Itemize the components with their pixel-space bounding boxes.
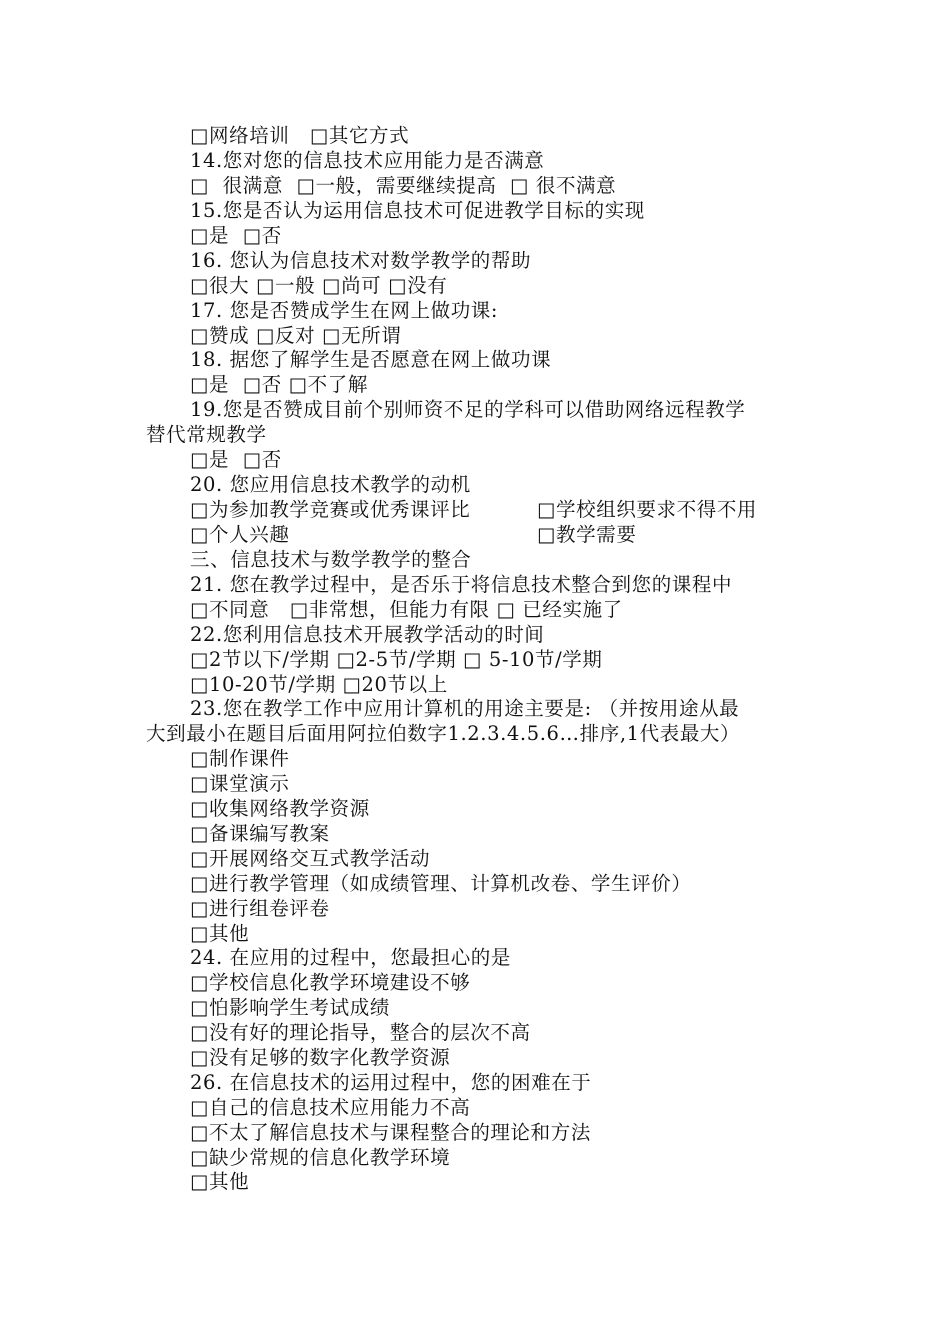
option-line[interactable]: □2节以下/学期 □2-5节/学期 □ 5-10节/学期 <box>190 648 603 671</box>
question-line: 替代常规教学 <box>146 423 267 446</box>
option-line[interactable]: □怕影响学生考试成绩 <box>190 996 390 1019</box>
option-line[interactable]: □缺少常规的信息化教学环境 <box>190 1146 451 1169</box>
option-line[interactable]: □网络培训 □其它方式 <box>190 124 410 147</box>
option-line[interactable]: □自己的信息技术应用能力不高 <box>190 1096 471 1119</box>
option-line[interactable]: □个人兴趣 <box>190 523 290 546</box>
question-line: 21. 您在教学过程中，是否乐于将信息技术整合到您的课程中 <box>190 573 733 596</box>
question-line: 20. 您应用信息技术教学的动机 <box>190 473 471 496</box>
option-line[interactable]: □制作课件 <box>190 747 290 770</box>
option-line[interactable]: □收集网络教学资源 <box>190 797 370 820</box>
question-line: 24. 在应用的过程中，您最担心的是 <box>190 946 512 969</box>
option-line[interactable]: □开展网络交互式教学活动 <box>190 847 431 870</box>
question-line: 26. 在信息技术的运用过程中，您的困难在于 <box>190 1071 592 1094</box>
question-line: 22.您利用信息技术开展教学活动的时间 <box>190 623 545 646</box>
option-line[interactable]: □不同意 □非常想，但能力有限 □ 已经实施了 <box>190 598 623 621</box>
option-line[interactable]: □是 □否 <box>190 224 282 247</box>
question-line: 19.您是否赞成目前个别师资不足的学科可以借助网络远程教学 <box>190 398 746 421</box>
option-line[interactable]: □没有足够的数字化教学资源 <box>190 1046 451 1069</box>
option-line[interactable]: □学校组织要求不得不用 <box>537 498 758 521</box>
option-line[interactable]: □教学需要 <box>537 523 637 546</box>
option-line[interactable]: □其他 <box>190 1170 250 1193</box>
option-line[interactable]: □不太了解信息技术与课程整合的理论和方法 <box>190 1121 591 1144</box>
option-line[interactable]: □课堂演示 <box>190 772 290 795</box>
option-line[interactable]: □ 很满意 □一般，需要继续提高 □ 很不满意 <box>190 174 617 197</box>
question-line: 大到最小在题目后面用阿拉伯数字1.2.3.4.5.6…排序,1代表最大） <box>146 722 741 745</box>
option-line[interactable]: □很大 □一般 □尚可 □没有 <box>190 274 448 297</box>
question-line: 18. 据您了解学生是否愿意在网上做功课 <box>190 348 552 371</box>
question-line: 23.您在教学工作中应用计算机的用途主要是: （并按用途从最 <box>190 697 740 720</box>
option-line[interactable]: □进行教学管理（如成绩管理、计算机改卷、学生评价） <box>190 872 692 895</box>
option-line[interactable]: □10-20节/学期 □20节以上 <box>190 673 448 696</box>
option-line[interactable]: □其他 <box>190 922 250 945</box>
question-line: 16. 您认为信息技术对数学教学的帮助 <box>190 249 532 272</box>
option-line[interactable]: □备课编写教案 <box>190 822 330 845</box>
option-line[interactable]: □没有好的理论指导，整合的层次不高 <box>190 1021 531 1044</box>
option-line[interactable]: □赞成 □反对 □无所谓 <box>190 324 402 347</box>
option-line[interactable]: □是 □否 <box>190 448 282 471</box>
question-line: 17. 您是否赞成学生在网上做功课: <box>190 299 499 322</box>
option-line[interactable]: □为参加教学竞赛或优秀课评比 <box>190 498 471 521</box>
option-line[interactable]: □学校信息化教学环境建设不够 <box>190 971 471 994</box>
option-line[interactable]: □进行组卷评卷 <box>190 897 330 920</box>
question-line: 14.您对您的信息技术应用能力是否满意 <box>190 149 545 172</box>
question-line: 三、信息技术与数学教学的整合 <box>190 548 472 571</box>
option-line[interactable]: □是 □否 □不了解 <box>190 373 368 396</box>
question-line: 15.您是否认为运用信息技术可促进教学目标的实现 <box>190 199 645 222</box>
